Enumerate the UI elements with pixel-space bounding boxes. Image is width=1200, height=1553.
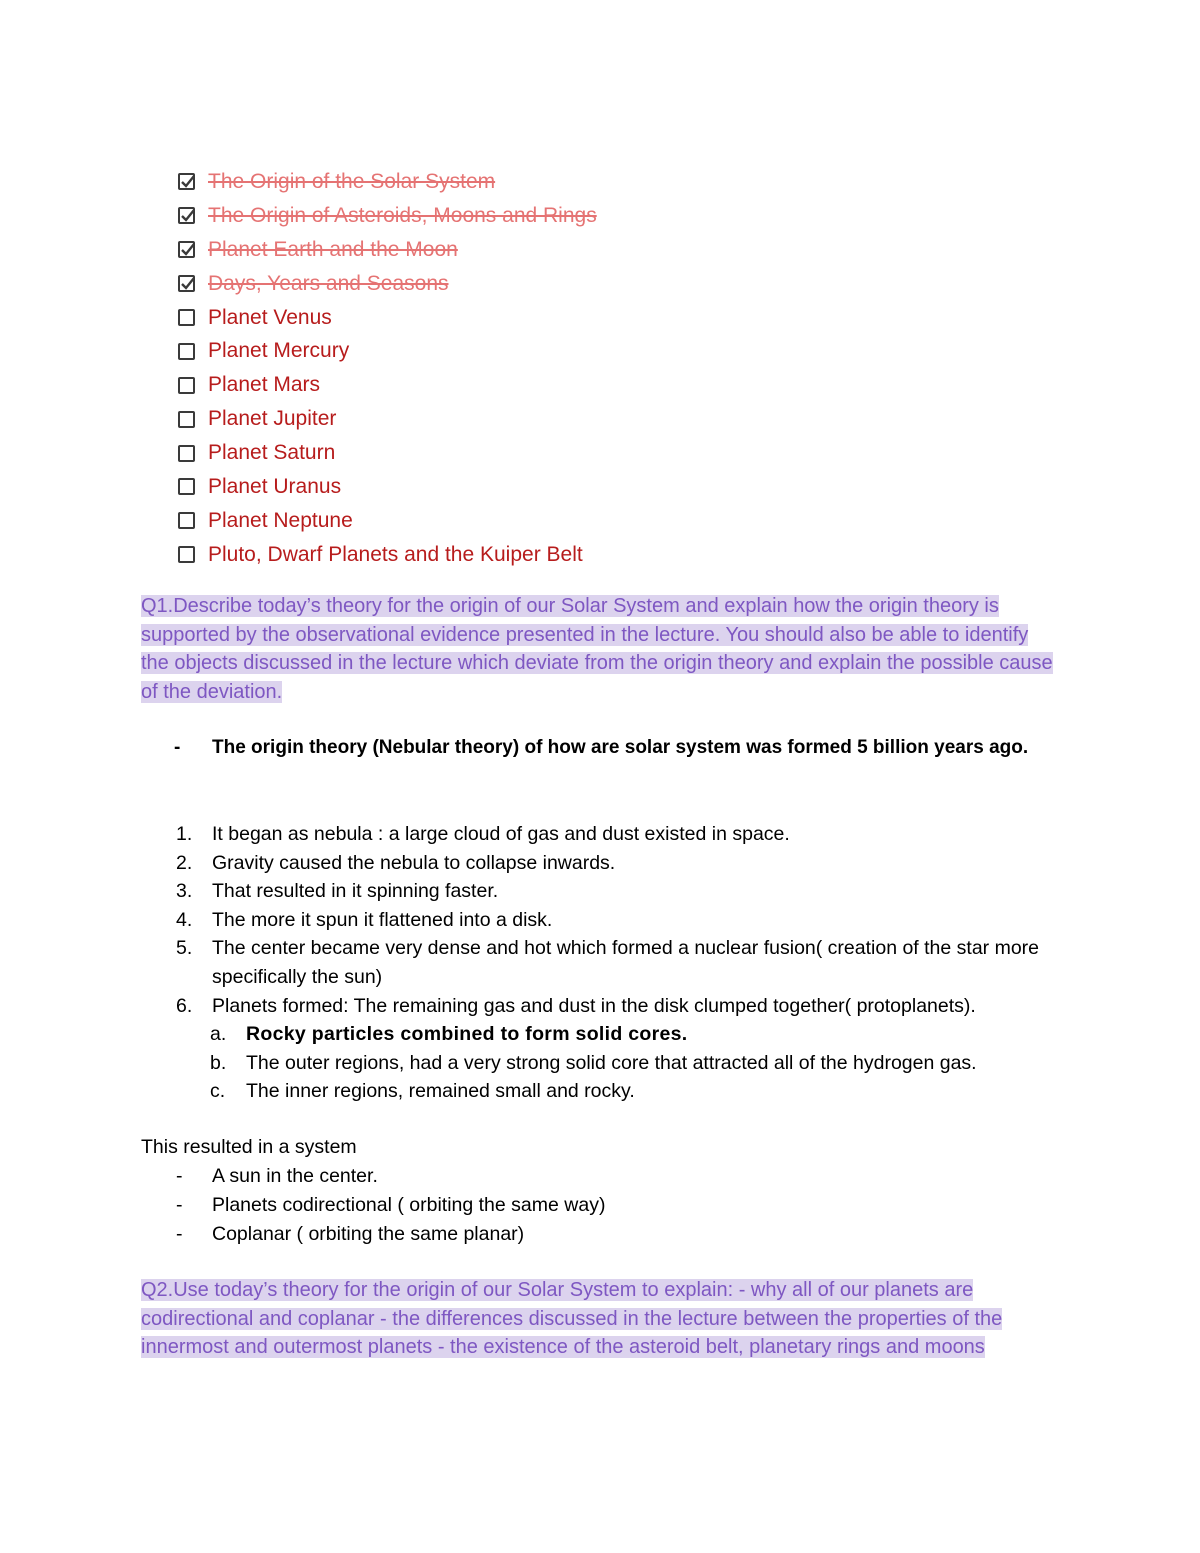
checklist-item[interactable] [178,165,1078,199]
step-number: 6. [176,994,193,1017]
step-number: 2. [176,851,193,874]
checklist-item-label: Planet Mercury [208,339,350,363]
dash-bullet: - [174,737,181,758]
checklist-item[interactable] [178,538,1078,572]
checked-box-icon[interactable] [178,207,195,224]
step-text: Gravity caused the nebula to collapse inwards. [212,851,616,874]
checklist-item[interactable] [178,402,1078,436]
empty-box-icon[interactable] [178,546,195,563]
step-text: That resulted in it spinning faster. [212,880,499,903]
list-item [210,1020,1040,1049]
checklist-item-label: Planet Venus [208,305,332,329]
dash-bullet: - [176,1165,183,1187]
list-item [176,877,1076,906]
step-text: The more it spun it flattened into a disk. [212,908,553,931]
checklist-item[interactable] [178,334,1078,368]
empty-box-icon[interactable] [178,512,195,529]
checklist-item[interactable] [178,436,1078,470]
checklist-item-label: Planet Neptune [208,508,353,532]
step-number: 4. [176,908,193,931]
list-item [176,1220,605,1249]
checklist-item[interactable] [178,199,1078,233]
step-text: Planets formed: The remaining gas and dust in the disk clumped together( protoplanets). [212,994,976,1017]
step-number: 5. [176,937,193,960]
substep-text: The outer regions, had a very strong solid core that attracted all of the hydrogen gas. [246,1051,977,1074]
dash-bullet: - [176,1222,183,1245]
substep-text: The inner regions, remained small and rocky. [246,1080,635,1103]
question-1-text: Q1.Describe today’s theory for the origin of our Solar System and explain how the origin theory is supported by the observational evidence presented in the lecture. You should also be able to identify the objects discussed in the lecture which deviate from the origin theory and explain the possible cause of the deviation. [141,595,1053,704]
theory-heading-list [174,734,1054,763]
checked-box-icon[interactable] [178,173,195,190]
question-2 [141,1276,1061,1362]
list-item [176,906,1076,935]
list-item [176,1191,605,1220]
empty-box-icon[interactable] [178,478,195,495]
result-item-text: Coplanar ( orbiting the same planar) [212,1222,525,1245]
checklist-item[interactable] [178,301,1078,335]
list-item [210,1077,1040,1106]
planet-formation-substeps [140,1020,1040,1106]
result-list [176,1162,605,1249]
step-number: 1. [176,823,193,845]
checklist-item-label: Pluto, Dwarf Planets and the Kuiper Belt [208,542,583,566]
list-item [176,992,1076,1021]
empty-box-icon[interactable] [178,445,195,462]
empty-box-icon[interactable] [178,411,195,428]
empty-box-icon[interactable] [178,377,195,394]
step-number: 3. [176,880,193,903]
checklist-item-label: The Origin of Asteroids, Moons and Rings [208,203,597,227]
substep-letter: a. [210,1023,227,1046]
checklist-item[interactable] [178,267,1078,301]
checked-box-icon[interactable] [178,241,195,258]
list-item [176,820,1076,849]
list-item [176,934,1076,991]
list-item [176,1162,605,1191]
checklist-item-label: Days, Years and Seasons [208,271,449,295]
checklist-item-label: Planet Saturn [208,441,336,465]
dash-bullet: - [176,1193,183,1216]
checked-box-icon[interactable] [178,275,195,292]
substep-letter: b. [210,1051,227,1074]
checklist-item[interactable] [178,233,1078,267]
checklist-item-label: Planet Jupiter [208,407,337,431]
list-item [176,849,1076,878]
checklist-item-label: Planet Earth and the Moon [208,237,458,261]
formation-steps [176,820,1076,1106]
topic-checklist [178,165,1078,572]
step-text: The center became very dense and hot which formed a nuclear fusion( creation of the star more specifically the sun) [212,937,1040,988]
theory-heading [174,734,1054,763]
substeps-container [176,1020,1076,1106]
empty-box-icon[interactable] [178,343,195,360]
result-item-text: Planets codirectional ( orbiting the same way) [212,1193,606,1216]
substep-text: Rocky particles combined to form solid cores. [246,1023,688,1046]
checklist-item[interactable] [178,470,1078,504]
step-text: It began as nebula : a large cloud of gas and dust existed in space. [212,823,790,845]
checklist-item-label: The Origin of the Solar System [208,169,496,193]
checklist-item-label: Planet Mars [208,373,321,397]
checklist-item[interactable] [178,368,1078,402]
empty-box-icon[interactable] [178,309,195,326]
substep-letter: c. [210,1080,226,1103]
list-item [210,1049,1040,1078]
checklist-item-label: Planet Uranus [208,474,342,498]
checklist-item[interactable] [178,504,1078,538]
question-1 [141,592,1061,707]
result-item-text: A sun in the center. [212,1165,378,1187]
theory-heading-text: The origin theory (Nebular theory) of how are solar system was formed 5 billion years ago. [212,737,1029,758]
result-intro: This resulted in a system [141,1136,357,1158]
question-2-text: Q2.Use today’s theory for the origin of our Solar System to explain: - why all of our planets are codirectional and coplanar - the differences discussed in the lecture between the properties of the innermost and outermost planets - the existence of the asteroid belt, planetary rings and moons [141,1279,1003,1359]
